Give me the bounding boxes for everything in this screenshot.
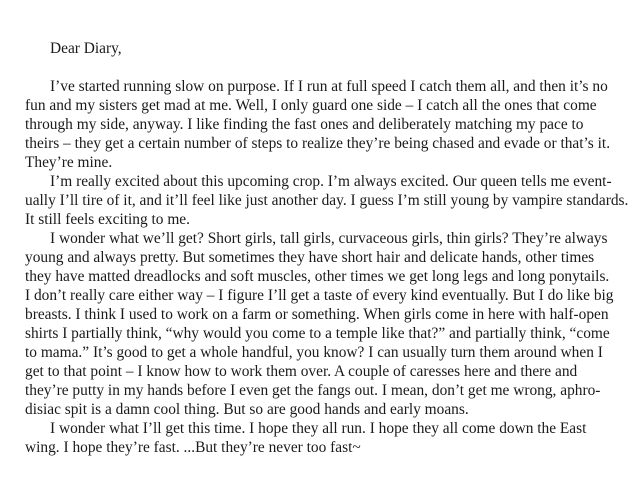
- text-line: ually I’ll tire of it, and it’ll feel like just another day. I guess I’m still young by vampire standards.: [25, 192, 629, 209]
- text-line: They’re mine.: [25, 154, 113, 171]
- text-line: fun and my sisters get mad at me. Well, I only guard one side – I catch all the ones that come: [25, 97, 597, 114]
- text-line: disiac spit is a damn cool thing. But so are good hands and early moans.: [25, 401, 469, 418]
- text-line: I’m really excited about this upcoming crop. I’m always excited. Our queen tells me event-: [50, 173, 612, 190]
- text-line: through my side, anyway. I like finding the fast ones and deliberately matching my pace to: [25, 116, 584, 133]
- text-line: young and always pretty. But sometimes they have short hair and delicate hands, other times: [25, 249, 595, 266]
- text-line: they’re putty in my hands before I even get the fangs out. I mean, don’t get me wrong, aphro-: [25, 382, 601, 399]
- salutation: Dear Diary,: [50, 40, 122, 57]
- text-line: to mama.” It’s good to get a whole handful, you know? I can usually turn them around when I: [25, 344, 603, 361]
- text-line: I wonder what I’ll get this time. I hope they all run. I hope they all come down the East: [50, 420, 587, 437]
- text-line: they have matted dreadlocks and soft muscles, other times we get long legs and long ponytails.: [25, 268, 610, 285]
- text-line: I wonder what we’ll get? Short girls, tall girls, curvaceous girls, thin girls? They’re always: [50, 230, 608, 247]
- text-line: It still feels exciting to me.: [25, 211, 190, 228]
- text-line: breasts. I think I used to work on a farm or something. When girls come in here with half-open: [25, 306, 609, 323]
- text-line: theirs – they get a certain number of steps to realize they’re being chased and evade or that’s it.: [25, 135, 611, 152]
- text-line: wing. I hope they’re fast. ...But they’re never too fast~: [25, 439, 361, 456]
- text-line: shirts I partially think, “why would you come to a temple like that?” and partially think, “come: [25, 325, 610, 342]
- text-line: get to that point – I know how to work them over. A couple of caresses here and there and: [25, 363, 578, 380]
- text-line: I’ve started running slow on purpose. If I run at full speed I catch them all, and then it’s no: [50, 78, 608, 95]
- text-line: I don’t really care either way – I figure I’ll get a taste of every kind eventually. But I do like big: [25, 287, 614, 304]
